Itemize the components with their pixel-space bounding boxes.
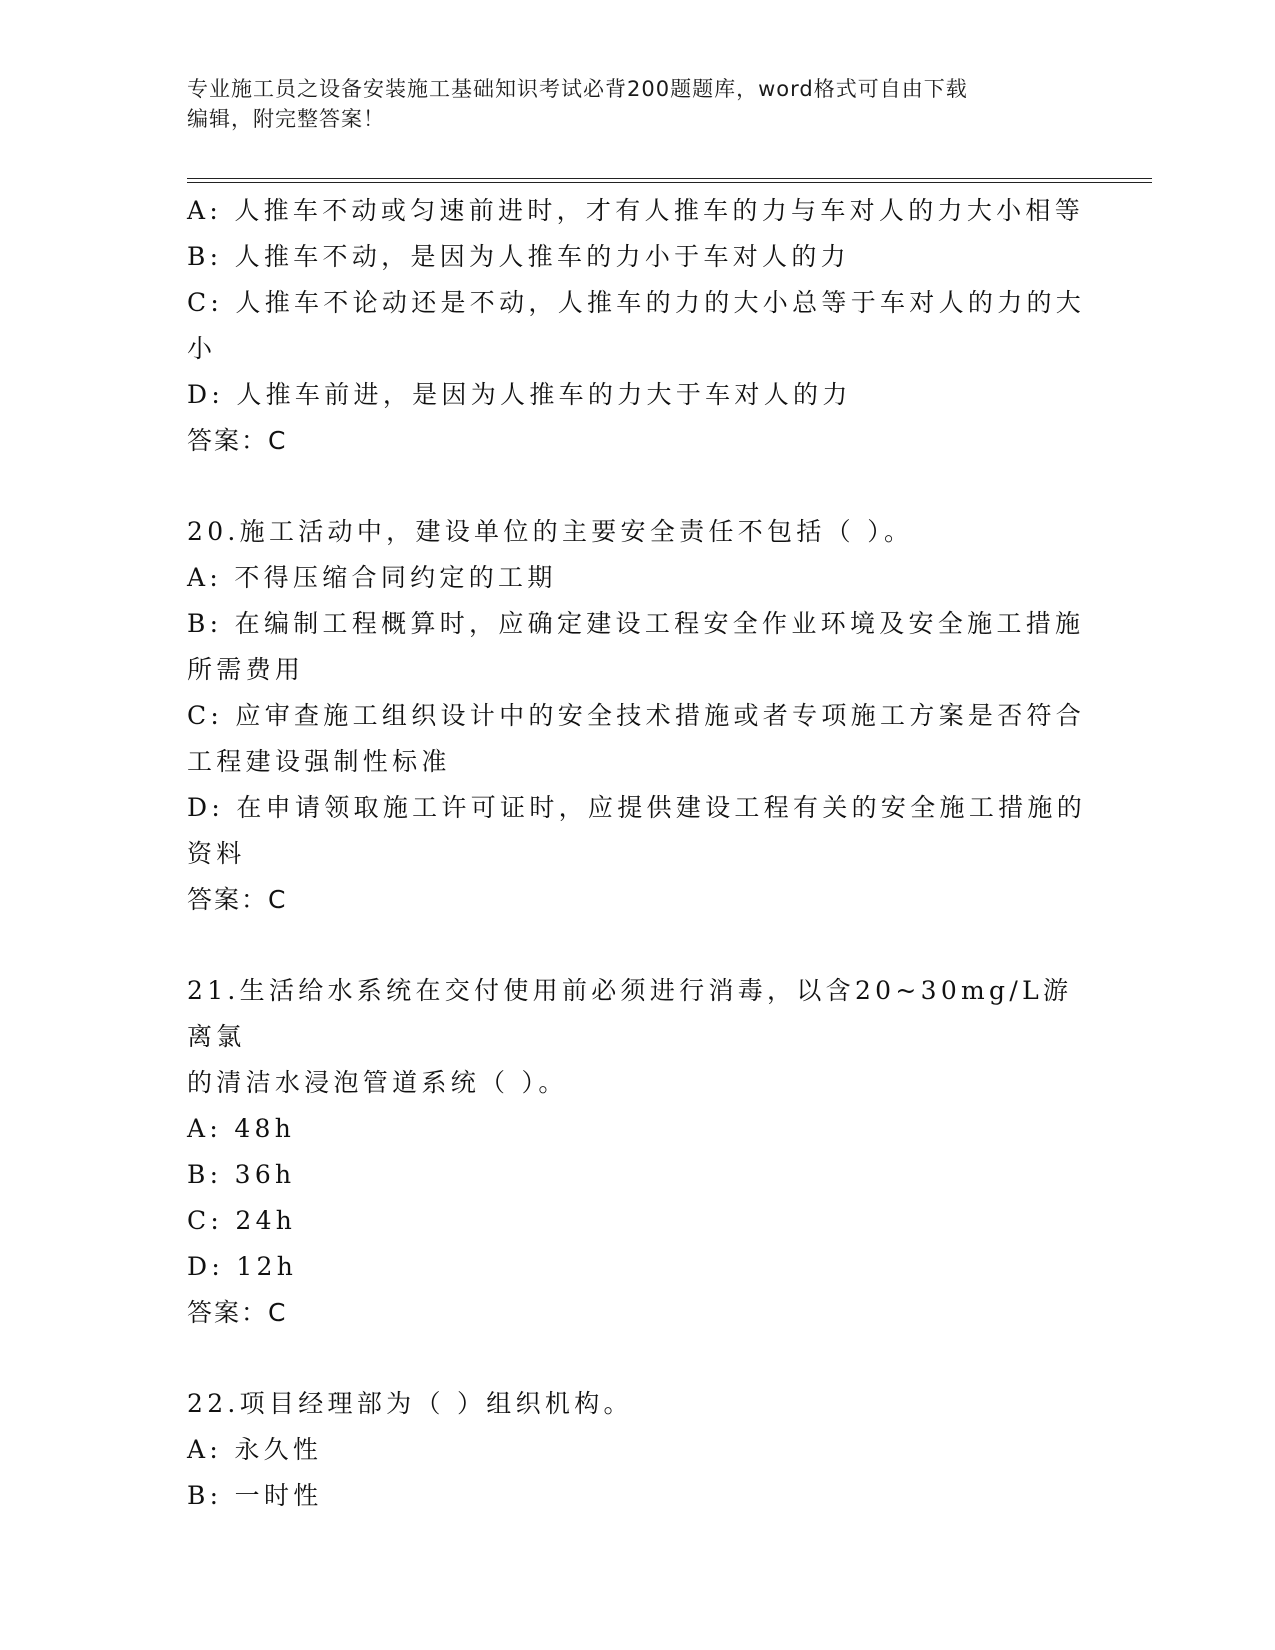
question-content (187, 188, 1087, 1519)
block-spacer (187, 1336, 1087, 1381)
question-stem: 20.施工活动中，建设单位的主要安全责任不包括（ ）。 (187, 517, 914, 546)
header-rule-top (187, 178, 1152, 179)
option-b: B: 36h (187, 1160, 296, 1189)
answer-label: 答案：C (187, 426, 288, 455)
option-c: C: 人推车不论动还是不动，人推车的力的大小总等于车对人的力的大 (187, 288, 1086, 317)
question-stem: 21.生活给水系统在交付使用前必须进行消毒，以含20~30mg/L游离氯 (187, 976, 1073, 1051)
option-c: C: 应审查施工组织设计中的安全技术措施或者专项施工方案是否符合 (187, 701, 1086, 730)
option-d-continued: 资料 (187, 839, 246, 868)
option-c-continued: 工程建设强制性标准 (187, 747, 451, 776)
header-rule-bottom (187, 182, 1152, 183)
question-block-20 (187, 509, 1087, 923)
answer-label: 答案：C (187, 1298, 288, 1327)
option-b: B: 一时性 (187, 1481, 323, 1510)
block-spacer (187, 923, 1087, 968)
option-d: D: 人推车前进，是因为人推车的力大于车对人的力 (187, 380, 852, 409)
question-stem-continued: 的清洁水浸泡管道系统（ ）。 (187, 1068, 568, 1097)
option-c-continued: 小 (187, 334, 217, 363)
option-b: B: 人推车不动，是因为人推车的力小于车对人的力 (187, 242, 850, 271)
question-block-22 (187, 1381, 1087, 1519)
question-block-21 (187, 968, 1087, 1336)
option-b: B: 在编制工程概算时，应确定建设工程安全作业环境及安全施工措施 (187, 609, 1085, 638)
header-title-line-1: 专业施工员之设备安装施工基础知识考试必背200题题库，word格式可自由下载 (187, 77, 968, 101)
option-d: D: 在申请领取施工许可证时，应提供建设工程有关的安全施工措施的 (187, 793, 1087, 822)
document-header (187, 74, 1087, 134)
header-title-line-2: 编辑，附完整答案！ (187, 107, 385, 131)
block-spacer (187, 464, 1087, 509)
answer-label: 答案：C (187, 885, 288, 914)
option-a: A: 48h (187, 1114, 296, 1143)
option-b-continued: 所需费用 (187, 655, 305, 684)
option-c: C: 24h (187, 1206, 297, 1235)
option-a: A: 永久性 (187, 1435, 323, 1464)
option-a: A: 人推车不动或匀速前进时，才有人推车的力与车对人的力大小相等 (187, 196, 1085, 225)
question-stem: 22.项目经理部为（ ）组织机构。 (187, 1389, 633, 1418)
option-d: D: 12h (187, 1252, 298, 1281)
option-a: A: 不得压缩合同约定的工期 (187, 563, 557, 592)
question-block-19 (187, 188, 1087, 464)
